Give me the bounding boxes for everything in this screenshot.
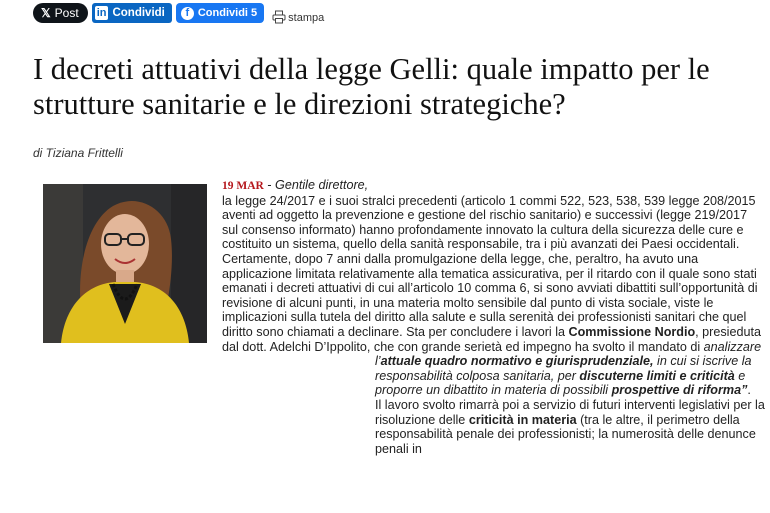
x-post-button[interactable] (33, 3, 88, 23)
print-label: stampa (288, 12, 325, 24)
article-paragraph: 19 MAR - Gentile direttore, la legge 24/2017 e i suoi stralci precedenti (articolo 1 commi 522, 523, 538, 539 legge 208/2015 aventi ad oggetto la prevenzione e gestione del rischio sanitario) e successivi (legge 219/2017 sul consenso informato) hanno profondamente innovato la cultura della sicurezza delle cure e costituito un sistema, quello della sanità responsabile, tra i più avanzati dei Paesi occidentali. Certamente, dopo 7 anni dalla promulgazione della legge, che, peraltro, ha avuto una applicazione limitata relativamente alla tematica assicurativa, per il ritardo con il quale sono stati emanati i decreti attuativi di cui all’articolo 10 comma 6, si sono avviati dibattiti sull’opportunità di revisione di alcuni punti, in una materia molto sensibile dal punto di vista sociale, viste le implicazioni sulla tutela del diritto alla salute e sulla serenità dei professionisti sanitari che quel diritto sono chiamati a declinare. Sta per concludere i lavori la Commissione Nordio, presieduta dal dott. Adelchi D’Ippolito, che con grande serietà ed impegno ha svolto il mandato di analizzare l’attuale quadro normativo e giurisprudenziale, in cui si iscrive la responsabilità colposa sanitaria, per discuterne limiti e criticità e proporre un dibattito in materia di possibili prospettive di riforma”. Il lavoro svolto rimarrà poi a servizio di futuri interventi legislativi per la risoluzione delle criticità in materia (tra le altre, il perimetro della responsabilità penale dei professionisti; la numerosità delle denunce penali in (222, 178, 765, 456)
printer-icon (272, 10, 286, 24)
x-post-label: Post (54, 6, 79, 20)
article-greeting: Gentile direttore, (275, 178, 369, 192)
share-bar (33, 2, 324, 24)
x-logo-icon: 𝕏 (41, 6, 51, 20)
facebook-share-label: Condividi 5 (197, 7, 258, 19)
linkedin-logo-icon: in (96, 7, 107, 19)
linkedin-share-label: Condividi (112, 7, 165, 19)
print-link[interactable] (272, 2, 324, 24)
article-body (33, 178, 765, 486)
article-title: I decreti attuativi della legge Gelli: quale impatto per le strutture sanitarie e le direzioni strategiche? (33, 52, 710, 121)
commissione-nordio: Commissione Nordio (568, 324, 696, 339)
linkedin-share-button[interactable] (92, 3, 172, 23)
facebook-share-button[interactable] (176, 3, 264, 23)
facebook-logo-icon: f (181, 7, 194, 20)
article-byline: di Tiziana Frittelli (33, 146, 123, 160)
article-date: 19 MAR (222, 180, 264, 192)
